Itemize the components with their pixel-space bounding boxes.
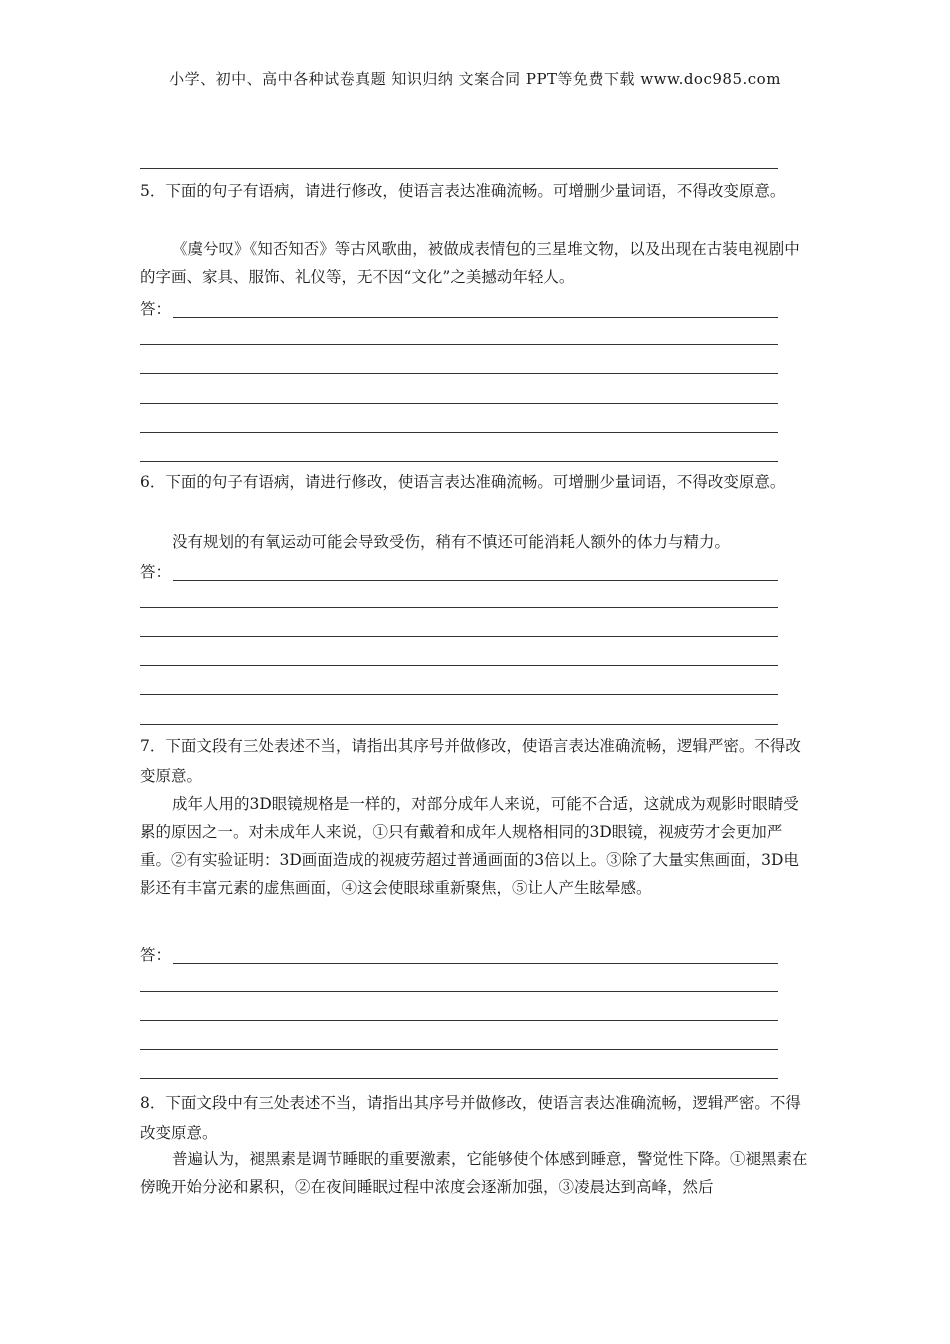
- answer-line: [140, 1049, 778, 1050]
- answer-line: [140, 344, 778, 345]
- answer-label: 答：: [140, 300, 172, 318]
- answer-line: [140, 991, 778, 992]
- page-header: 小学、初中、高中各种试卷真题 知识归纳 文案合同 PPT等免费下载 www.doc985.com: [169, 70, 781, 88]
- answer-line: [140, 665, 778, 666]
- question-8-prompt: 8．下面文段中有三处表述不当，请指出其序号并做修改，使语言表达准确流畅，逻辑严密。不得改变原意。: [140, 1094, 801, 1142]
- question-7-answer-field[interactable]: [140, 942, 778, 964]
- answer-line: [140, 607, 778, 608]
- answer-line: [140, 403, 778, 404]
- answer-line: [173, 301, 778, 318]
- answer-line: [140, 724, 778, 725]
- answer-line: [173, 564, 778, 581]
- answer-line: [140, 432, 778, 433]
- answer-line: [140, 636, 778, 637]
- question-8-passage: 普遍认为，褪黑素是调节睡眠的重要激素，它能够使个体感到睡意，警觉性下降。①褪黑素在傍晚开始分泌和累积，②在夜间睡眠过程中浓度会逐渐加强，③凌晨达到高峰，然后: [140, 1150, 808, 1196]
- question-5-answer-field[interactable]: [140, 296, 778, 318]
- question-7-prompt: 7．下面文段有三处表述不当，请指出其序号并做修改，使语言表达准确流畅，逻辑严密。不得改变原意。: [140, 737, 801, 785]
- answer-label: 答：: [140, 946, 172, 964]
- question-5-sentence: 《虞兮叹》《知否知否》等古风歌曲，被做成表情包的三星堆文物，以及出现在古装电视剧中的字画、家具、服饰、礼仪等，无不因“文化”之美撼动年轻人。: [140, 240, 800, 286]
- question-6-sentence: 没有规划的有氧运动可能会导致受伤，稍有不慎还可能消耗人额外的体力与精力。: [172, 533, 731, 551]
- answer-line: [140, 694, 778, 695]
- answer-line: [140, 373, 778, 374]
- answer-line: [140, 1078, 778, 1079]
- answer-line: [140, 1020, 778, 1021]
- question-6-prompt: 6．下面的句子有语病，请进行修改，使语言表达准确流畅。可增删少量词语，不得改变原意。: [140, 473, 786, 491]
- question-7-passage: 成年人用的3D眼镜规格是一样的，对部分成年人来说，可能不合适，这就成为观影时眼睛受累的原因之一。对未成年人来说，①只有戴着和成年人规格相同的3D眼镜，视疲劳才会更加严重。②有实验证明：3D画面造成的视疲劳超过普通画面的3倍以上。③除了大量实焦画面，3D电影还有丰富元素的虚焦画面，④这会使眼球重新聚焦，⑤让人产生眩晕感。: [140, 795, 799, 897]
- question-5-prompt: 5．下面的句子有语病，请进行修改，使语言表达准确流畅。可增删少量词语，不得改变原意。: [140, 182, 786, 200]
- answer-line: [140, 168, 778, 169]
- answer-line: [173, 947, 778, 964]
- answer-label: 答：: [140, 563, 172, 581]
- answer-line: [140, 461, 778, 462]
- question-6-answer-field[interactable]: [140, 559, 778, 581]
